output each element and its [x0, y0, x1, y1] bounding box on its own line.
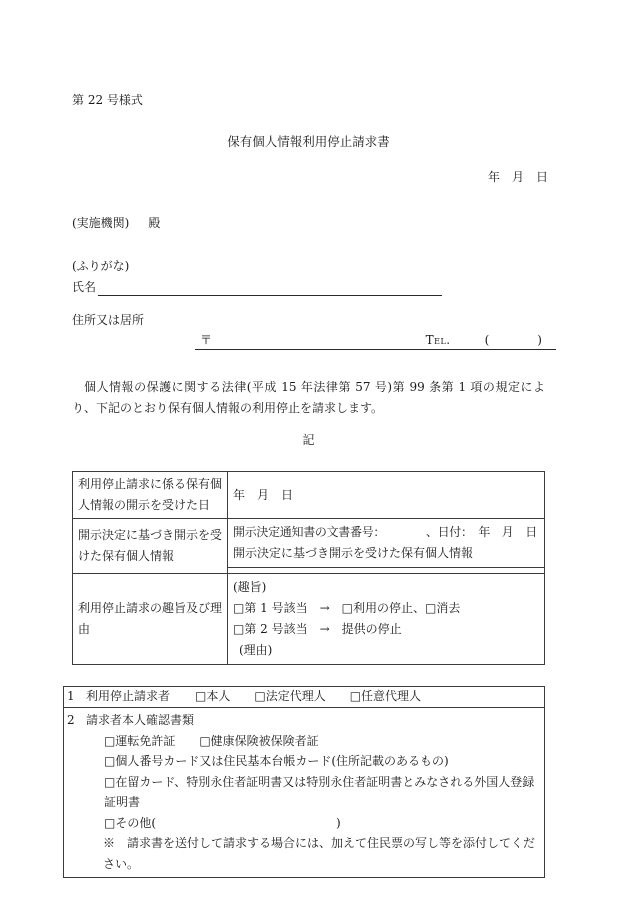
id-documents-label: 請求者本人確認書類	[86, 713, 195, 727]
requester-label: 利用停止請求者	[86, 689, 171, 703]
id-doc-option-mynumber: □個人番号カード又は住民基本台帳カード(住所記載のあるもの)	[104, 754, 449, 768]
requester-type-row	[64, 687, 544, 708]
id-doc-option-residence-card: □在留カード、特別永住者証明書又は特別永住者証明書とみなされる外国人登録証明書	[104, 774, 535, 809]
row-number: 2	[67, 713, 75, 727]
name-field-line	[98, 279, 442, 296]
postal-mark: 〒	[200, 333, 213, 347]
disclosed-info-line: 開示決定に基づき開示を受けた保有個人情報	[233, 546, 474, 560]
item2-checkbox-line: □第 2 号該当 → 提供の停止	[233, 622, 402, 636]
row-number: 1	[67, 689, 75, 703]
id-doc-option-license: □運転免許証 □健康保険被保険者証	[104, 733, 319, 748]
table-row-disclosed-info	[73, 519, 545, 568]
request-statement: 個人情報の保護に関する法律(平成 15 年法律第 57 号)第 99 条第 1 項の規定により、下記のとおり保有個人情報の利用停止を請求します。	[72, 380, 545, 415]
row-value-date: 年 月 日	[228, 472, 545, 519]
id-doc-option-other: □その他( )	[104, 815, 341, 830]
stop-request-detail-table	[72, 471, 545, 665]
tel-label: Tel.	[425, 333, 451, 347]
id-documents-row	[64, 708, 544, 877]
requester-verification-table	[63, 686, 545, 878]
requester-options-checkboxes: □本人 □法定代理人 □任意代理人	[195, 689, 422, 703]
mailing-note: ※ 請求書を送付して請求する場合には、加えて住民票の写し等を添付してください。	[103, 836, 536, 871]
date-line: 年 月 日	[487, 170, 548, 184]
tel-field-parens: ( )	[484, 333, 542, 347]
reason-heading: (理由)	[239, 643, 273, 657]
furigana-label: (ふりがな)	[72, 259, 130, 273]
disclosure-notice-number-line: 開示決定通知書の文書番号： 、日付： 年 月 日	[233, 525, 537, 539]
recipient-line	[72, 215, 630, 232]
address-label: 住所又は居所	[72, 313, 145, 327]
document-title: 保有個人情報利用停止請求書	[227, 134, 390, 149]
recipient-org: (実施機関)	[72, 216, 130, 230]
ki-heading: 記	[302, 433, 315, 447]
id-documents-heading	[67, 710, 539, 731]
name-label: 氏名	[72, 280, 97, 294]
table-row-purpose-reason	[73, 574, 545, 665]
form-number: 第 22 号様式	[72, 93, 143, 107]
row-label: 開示決定に基づき開示を受けた保有個人情報	[73, 519, 228, 574]
item1-checkbox-line: □第 1 号該当 → □利用の停止、□消去	[233, 601, 461, 615]
row-label: 利用停止請求に係る保有個人情報の開示を受けた日	[73, 472, 228, 519]
purpose-heading: (趣旨)	[233, 580, 267, 594]
name-row	[72, 279, 630, 296]
table-row-disclosure-date	[73, 472, 545, 519]
row-value-disclosed-info	[228, 519, 545, 568]
row-label: 利用停止請求の趣旨及び理由	[73, 574, 228, 665]
recipient-honorific: 殿	[148, 216, 161, 230]
postal-address-line	[195, 334, 556, 350]
row-value-purpose	[228, 574, 545, 665]
